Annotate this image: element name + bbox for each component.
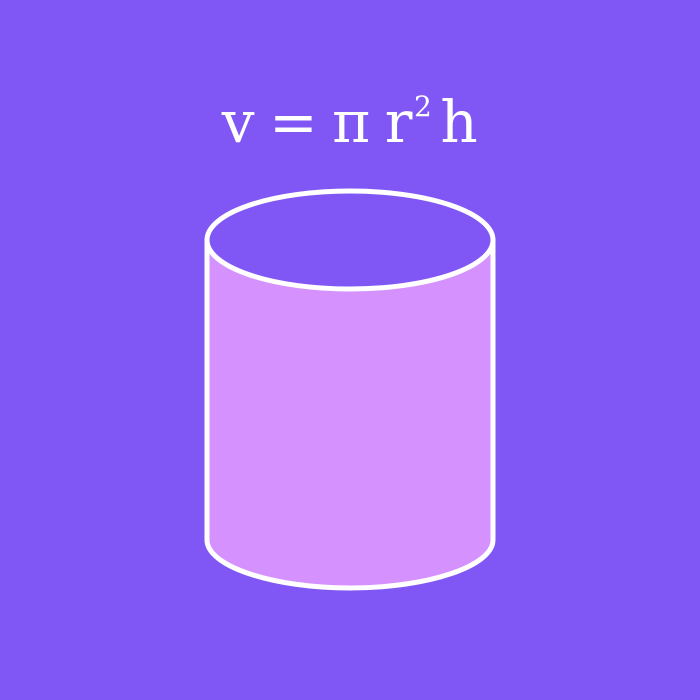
formula-pi-symbol: π	[332, 88, 371, 156]
formula-height-symbol: h	[440, 88, 479, 156]
cylinder-body	[207, 240, 493, 588]
formula-equals-sign: =	[269, 88, 319, 156]
cylinder-top-ellipse	[207, 191, 493, 289]
formula-volume-symbol: v	[221, 88, 256, 156]
formula-exponent: 2	[414, 90, 433, 123]
formula-radius-symbol: r	[384, 88, 414, 156]
